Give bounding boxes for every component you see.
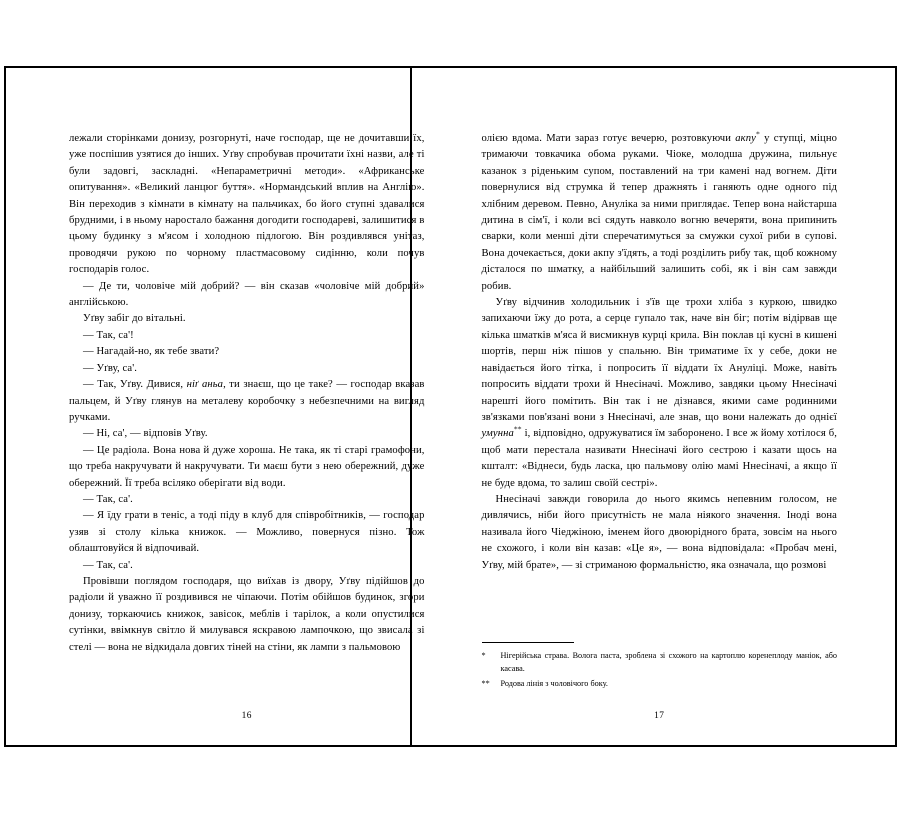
footnote-text: Родова лінія з чоловічого боку. xyxy=(500,678,608,688)
footnotes xyxy=(482,642,838,693)
text-run: — Нагадай-но, як тебе звати? xyxy=(83,346,220,358)
italic-term: умунна xyxy=(481,428,514,440)
left-page xyxy=(6,68,451,745)
paragraph xyxy=(69,508,425,557)
text-run: — Так, са'. xyxy=(83,559,133,571)
book-spread xyxy=(4,66,897,747)
paragraph xyxy=(69,558,425,574)
footnote-item xyxy=(482,678,838,690)
right-page xyxy=(451,68,896,745)
italic-term: ніґ аньа xyxy=(186,379,224,391)
text-run: лежали сторінками донизу, розгорнуті, наче господар, ще не дочитавши їх, уже поспішив узятися до інших. Уґву спробував прочитати їхні назви, але ті були задовгі, заскладні. «Непараметричні методи». «Африканське опитування». «Великий ланцюг буття». «Нормандський вплив на Англію». Він переходив з кімнати в кімнату на пальчиках, бо його ступні здавалися брудними, і в ньому наростало бажання догодити господареві, залишитися в цьому будинку з м'ясом і холодною підлогою. Він роздивлявся унітаз, проводячи рукою по чорному пластмасовому сидінню, коли почув господарів голос. xyxy=(69,133,425,276)
text-run: — Уґву, са'. xyxy=(83,362,137,374)
paragraph xyxy=(69,131,425,279)
text-run: у ступці, міцно тримаючи товкачика обома руками. Чіоке, молодша дружина, пильнує казанок з ріденьким супом, поставлений на три камені над вогнем. Діти повернулися від струмка й тепер дражнять і ганяють одне одного під хлібним деревом. Певно, Ануліка за ними приглядає. Тепер вона найстарша дитина в сім'ї, і коли всі сядуть навколо вогню вечеряти, вона припинить сварки, коли менші діти сперечатимуться за смужки сухої риби в супові. Вона дочекається, доки акпу з'їдять, а тоді розділить рибу так, щоб кожному дісталося по шматку, а найбільший залишить собі, як і він сам завжди робив. xyxy=(481,133,837,292)
paragraph xyxy=(69,492,425,508)
text-run: — Я їду грати в теніс, а тоді піду в клуб для співробітників, — господар узяв зі столу кілька книжок. — Можливо, повернуся пізно. Тож облаштовуйся й відпочивай. xyxy=(69,510,425,555)
text-run: — Так, Уґву. Дивися, xyxy=(83,379,187,391)
text-run: — Де ти, чоловіче мій добрий? — він сказав «чоловіче мій добрий» англійською. xyxy=(69,280,425,309)
footnote-reference: * xyxy=(755,129,760,139)
text-run: — Так, са'. xyxy=(83,493,133,505)
paragraph xyxy=(482,492,838,574)
text-run: — Так, са'! xyxy=(83,329,134,341)
page-number: 16 xyxy=(241,711,252,721)
footnote-symbol: ** xyxy=(481,678,490,688)
paragraph xyxy=(69,426,425,442)
page-number: 17 xyxy=(654,711,665,721)
paragraph xyxy=(69,574,425,656)
footnote-text: Нігерійська страва. Волога паста, зроблена зі схожого на картоплю коренеплоду маніок, або касава. xyxy=(500,651,837,673)
paragraph xyxy=(69,443,425,492)
text-run: Провівши поглядом господаря, що виїхав із двору, Уґву підійшов до радіоли й уважно її роздивився не чіпаючи. Потім обійшов будинок, згори донизу, торкаючись книжок, завісок, меблів і тарілок, а коли опустилися сутінки, ввімкнув світло й милувався яскравою лампочкою, що звисала зі стелі — вона не відкидала довгих тіней на стіни, як лампи з пальмовою xyxy=(69,575,425,653)
paragraph xyxy=(69,328,425,344)
paragraph xyxy=(482,295,838,492)
text-run: і, відповідно, одружуватися їм заборонено. І все ж йому хотілося б, щоб мати перестала називати Ннесіначі його сестрою і казати щось на кшталт: «Віднеси, будь ласка, цю пальмову олію мамі Ннесіначі, а якщо її не буде вдома, то залиш своїй сестрі». xyxy=(481,428,837,489)
paragraph xyxy=(69,361,425,377)
text-run: — Ні, са', — відповів Уґву. xyxy=(83,428,208,440)
paragraph xyxy=(69,344,425,360)
paragraph xyxy=(69,377,425,426)
paragraph xyxy=(69,279,425,312)
text-run: Уґву забіг до вітальні. xyxy=(83,313,186,325)
footnote-reference: ** xyxy=(513,424,522,434)
italic-term: акпу xyxy=(735,133,756,144)
text-run: Уґву відчинив холодильник і з'їв ще трохи хліба з куркою, швидко запихаючи їжу до рота, а серце гупало так, наче він біг; потім відірвав ще кілька шматків м'яса й висмикнув курці крила. Він поклав ці кусні в кишені шортів, перш ніж пішов у спальню. Він триматиме їх у себе, доки не навідається його тітка, і попросить її віддати їх Ануліці. Може, навіть попросить віддати трохи й Ннесіначі. Можливо, завдяки цьому Ннесіначі нарешті його помітить. Він так і не дізнався, якими саме родинними зв'язками пов'язані вони з Ннесіначі, але знав, що вони належать до однієї xyxy=(481,297,837,423)
paragraph xyxy=(482,131,838,295)
text-run: — Це радіола. Вона нова й дуже хороша. Не така, як ті старі грамофони, що треба накручувати й накручувати. Ти маєш бути з нею обережний, дуже обережний. Її треба всіляко оберігати від води. xyxy=(69,444,425,489)
text-run: олією вдома. Мати зараз готує вечерю, розтовкуючи xyxy=(481,133,736,144)
footnote-symbol: * xyxy=(481,651,486,661)
paragraph xyxy=(69,311,425,327)
left-page-body xyxy=(69,131,425,656)
footnote-separator-rule xyxy=(482,642,574,643)
footnote-item xyxy=(482,650,838,674)
text-run: , ти знаєш, що це таке? — господар вказав пальцем, й Уґву глянув на металеву коробочку з небезпечними на вигляд ручками. xyxy=(69,379,425,423)
right-page-body xyxy=(482,131,838,574)
text-run: Ннесіначі завжди говорила до нього якимсь непевним голосом, не дивлячись, ніби його присутність не мала ніякого значення. Іноді вона називала його Чіеджіною, іменем його двоюрідного брата, зовсім на нього не схожого, і коли він казав: «Це я», — вона відповідала: «Пробач мені, Уґву, мій брате», — зі стриманою формальністю, яка означала, що розмові xyxy=(481,493,837,571)
